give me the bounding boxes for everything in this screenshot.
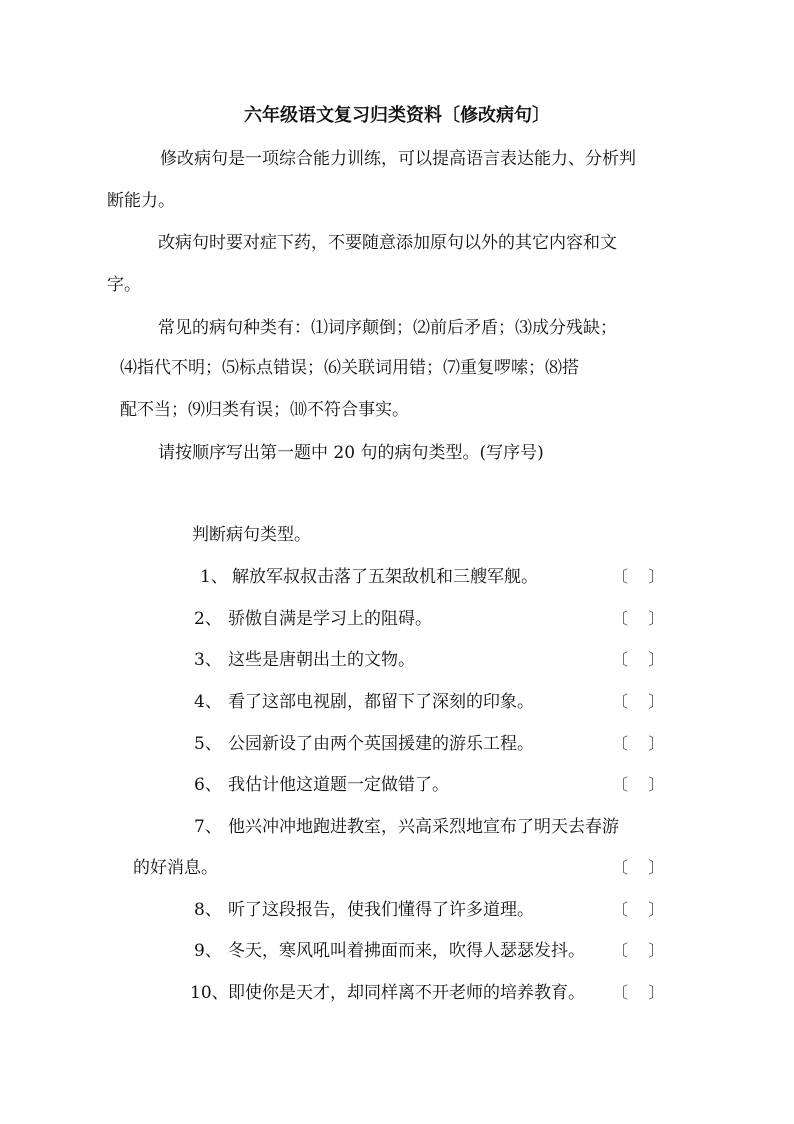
question-number: 1、 bbox=[200, 567, 228, 587]
question-row bbox=[0, 982, 794, 1004]
question-number: 8、 bbox=[194, 900, 222, 920]
question-text: 公园新设了由两个英国援建的游乐工程。 bbox=[228, 734, 534, 754]
question-text: 他兴冲冲地跑进教室，兴高采烈地宣布了明天去春游 bbox=[228, 817, 619, 837]
intro-paragraph-3-line-3: 配不当；⑼归类有误；⑽不符合事实。 bbox=[120, 400, 409, 420]
question-text: 这些是唐朝出土的文物。 bbox=[228, 650, 415, 670]
intro-paragraph-1-line-2: 断能力。 bbox=[107, 191, 175, 211]
question-row bbox=[0, 774, 794, 796]
question-row bbox=[0, 608, 794, 630]
question-text: 我估计他这道题一定做错了。 bbox=[228, 775, 449, 795]
intro-paragraph-4: 请按顺序写出第一题中 20 句的病句类型。(写序号) bbox=[158, 443, 544, 463]
question-text-continuation: 的好消息。 bbox=[133, 858, 218, 878]
answer-bracket[interactable]: 〔 〕 bbox=[612, 941, 665, 960]
question-row bbox=[0, 566, 794, 588]
intro-paragraph-3-line-1: 常见的病句种类有：⑴词序颠倒；⑵前后矛盾；⑶成分残缺； bbox=[158, 318, 617, 338]
question-number: 4、 bbox=[194, 692, 222, 712]
question-text: 听了这段报告，使我们懂得了许多道理。 bbox=[228, 900, 534, 920]
question-text: 即使你是天才，却同样离不开老师的培养教育。 bbox=[228, 983, 585, 1003]
question-text: 骄傲自满是学习上的阻碍。 bbox=[228, 609, 432, 629]
question-text: 冬天，寒风吼叫着拂面而来，吹得人瑟瑟发抖。 bbox=[228, 941, 585, 961]
question-row bbox=[0, 733, 794, 755]
answer-bracket[interactable]: 〔 〕 bbox=[612, 775, 665, 794]
question-number: 5、 bbox=[194, 734, 222, 754]
intro-paragraph-2-line-1: 改病句时要对症下药，不要随意添加原句以外的其它内容和文 bbox=[158, 233, 617, 253]
question-row-continuation bbox=[0, 857, 794, 879]
answer-bracket[interactable]: 〔 〕 bbox=[612, 858, 665, 877]
section-title: 判断病句类型。 bbox=[192, 525, 311, 545]
answer-bracket[interactable]: 〔 〕 bbox=[612, 983, 665, 1002]
question-row bbox=[0, 899, 794, 921]
question-number: 6、 bbox=[194, 775, 222, 795]
question-row bbox=[0, 691, 794, 713]
intro-paragraph-3-line-2: ⑷指代不明；⑸标点错误；⑹关联词用错；⑺重复啰嗦；⑻搭 bbox=[120, 358, 579, 378]
question-row bbox=[0, 649, 794, 671]
answer-bracket[interactable]: 〔 〕 bbox=[612, 609, 665, 628]
answer-bracket[interactable]: 〔 〕 bbox=[612, 567, 665, 586]
question-text: 解放军叔叔击落了五架敌机和三艘军舰。 bbox=[232, 567, 538, 587]
answer-bracket[interactable]: 〔 〕 bbox=[612, 900, 665, 919]
question-row bbox=[0, 816, 794, 838]
answer-bracket[interactable]: 〔 〕 bbox=[612, 692, 665, 711]
intro-paragraph-1-line-1: 修改病句是一项综合能力训练，可以提高语言表达能力、分析判 bbox=[160, 149, 636, 169]
question-number: 2、 bbox=[194, 609, 222, 629]
question-number: 3、 bbox=[194, 650, 222, 670]
question-text: 看了这部电视剧，都留下了深刻的印象。 bbox=[228, 692, 534, 712]
question-number: 7、 bbox=[194, 817, 222, 837]
page-title: 六年级语文复习归类资料〔修改病句〕 bbox=[244, 105, 550, 126]
intro-paragraph-2-line-2: 字。 bbox=[107, 275, 141, 295]
question-row bbox=[0, 940, 794, 962]
answer-bracket[interactable]: 〔 〕 bbox=[612, 650, 665, 669]
question-number: 10、 bbox=[190, 983, 229, 1003]
answer-bracket[interactable]: 〔 〕 bbox=[612, 734, 665, 753]
question-number: 9、 bbox=[194, 941, 222, 961]
